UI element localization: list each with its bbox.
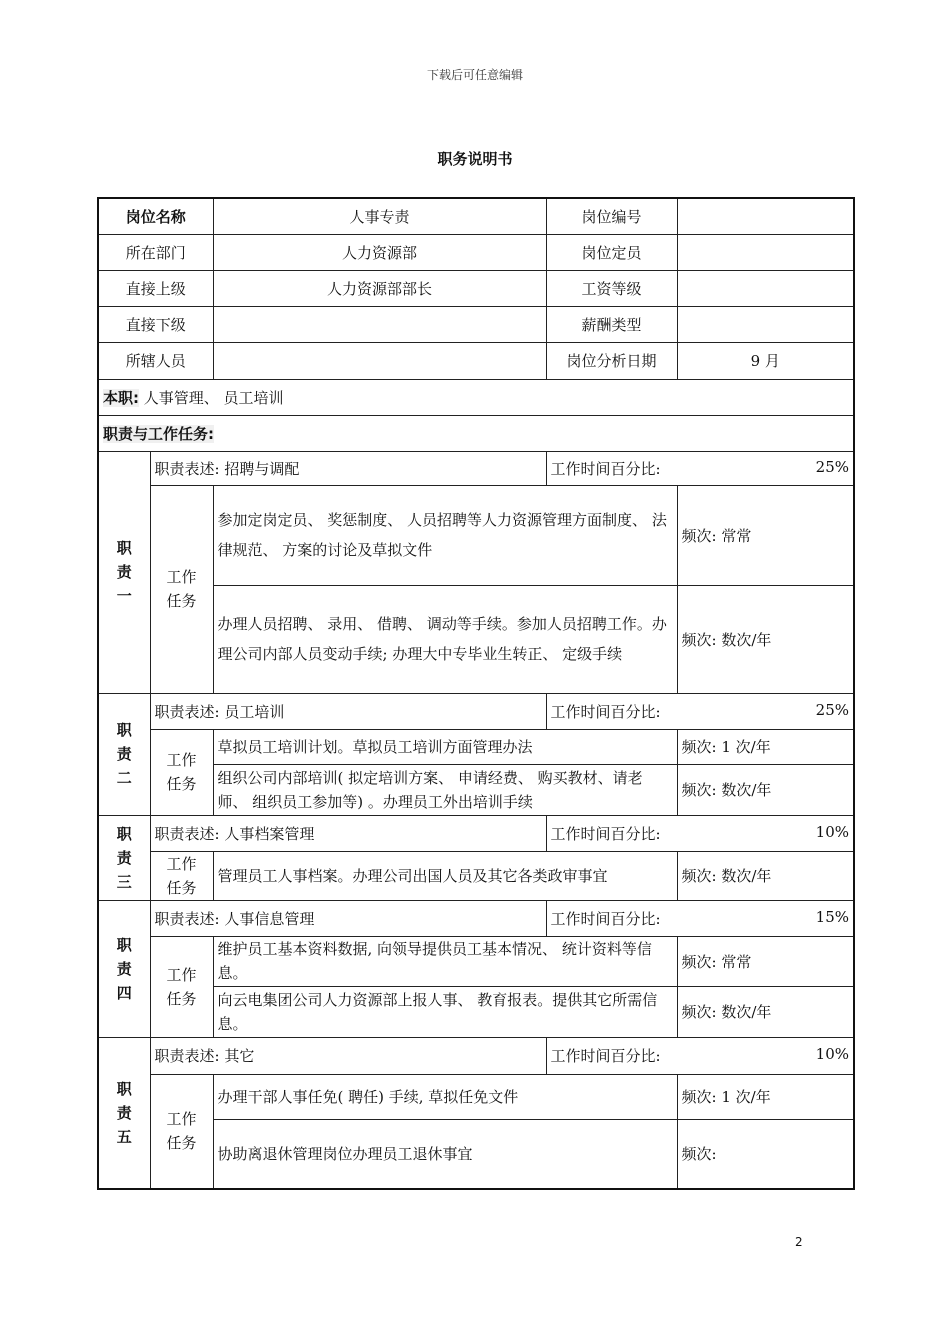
duty-desc-row <box>98 815 854 851</box>
field-label: 所在部门 <box>98 234 213 270</box>
task-text: 组织公司内部培训( 拟定培训方案、 申请经费、 购买教材、请老师、 组织员工参加等) 。办理员工外出培训手续 <box>213 764 677 815</box>
field-label: 岗位分析日期 <box>546 342 677 379</box>
main-duty-label: 本职: <box>103 388 139 407</box>
task-label: 工作 任务 <box>150 1074 213 1189</box>
task-label: 工作 任务 <box>150 936 213 1037</box>
duties-heading-row <box>98 415 854 451</box>
info-row <box>98 342 854 379</box>
duties-heading-cell <box>98 415 854 451</box>
main-duty-value: 人事管理、 员工培训 <box>143 388 284 407</box>
task-text: 草拟员工培训计划。草拟员工培训方面管理办法 <box>213 729 677 764</box>
percent-label: 工作时间百分比: <box>550 909 661 928</box>
duty-name: 职 责 五 <box>98 1037 150 1189</box>
info-row <box>98 306 854 342</box>
task-frequency: 频次: 常常 <box>677 485 854 585</box>
field-label: 岗位编号 <box>546 198 677 234</box>
duty-desc-row <box>98 451 854 485</box>
task-text: 管理员工人事档案。办理公司出国人员及其它各类政审事宜 <box>213 851 677 900</box>
header-note: 下载后可任意编辑 <box>426 68 523 82</box>
field-value: 9 月 <box>677 342 854 379</box>
task-row <box>98 851 854 900</box>
field-value <box>677 198 854 234</box>
field-label: 直接上级 <box>98 270 213 306</box>
field-value <box>677 270 854 306</box>
field-value <box>677 306 854 342</box>
main-duty-cell <box>98 379 854 415</box>
percent-label: 工作时间百分比: <box>550 459 661 478</box>
duty-desc: 职责表述: 其它 <box>150 1037 546 1074</box>
duty-desc: 职责表述: 员工培训 <box>150 693 546 729</box>
percent-label: 工作时间百分比: <box>550 824 661 843</box>
field-label: 薪酬类型 <box>546 306 677 342</box>
duty-desc-row <box>98 1037 854 1074</box>
job-description-table <box>97 197 855 1190</box>
field-label: 工资等级 <box>546 270 677 306</box>
task-text: 办理干部人事任免( 聘任) 手续, 草拟任免文件 <box>213 1074 677 1119</box>
task-row <box>98 485 854 585</box>
percent-value: 15% <box>815 907 850 926</box>
field-value <box>213 342 546 379</box>
percent-value: 10% <box>815 822 850 841</box>
info-row <box>98 198 854 234</box>
percent-value: 25% <box>815 457 850 476</box>
task-frequency: 频次: 1 次/年 <box>677 729 854 764</box>
task-frequency: 频次: 常常 <box>677 936 854 986</box>
field-label: 直接下级 <box>98 306 213 342</box>
duty-desc: 职责表述: 人事档案管理 <box>150 815 546 851</box>
task-text: 办理人员招聘、 录用、 借聘、 调动等手续。参加人员招聘工作。办理公司内部人员变动手续; 办理大中专毕业生转正、 定级手续 <box>213 585 677 693</box>
task-frequency: 频次: 数次/年 <box>677 851 854 900</box>
field-label: 岗位名称 <box>98 198 213 234</box>
task-text: 维护员工基本资料数据, 向领导提供员工基本情况、 统计资料等信息。 <box>213 936 677 986</box>
info-row <box>98 234 854 270</box>
percent-label: 工作时间百分比: <box>550 1047 661 1065</box>
field-value <box>677 234 854 270</box>
task-text: 向云电集团公司人力资源部上报人事、 教育报表。提供其它所需信息。 <box>213 986 677 1037</box>
duty-desc-row <box>98 900 854 936</box>
task-label: 工作 任务 <box>150 485 213 693</box>
field-value: 人力资源部 <box>213 234 546 270</box>
main-duty-row <box>98 379 854 415</box>
task-frequency: 频次: 数次/年 <box>677 986 854 1037</box>
field-value: 人事专责 <box>213 198 546 234</box>
task-text: 协助离退休管理岗位办理员工退休事宜 <box>213 1119 677 1189</box>
task-frequency: 频次: <box>677 1119 854 1189</box>
duty-desc-row <box>98 693 854 729</box>
duty-desc: 职责表述: 招聘与调配 <box>150 451 546 485</box>
percent-label: 工作时间百分比: <box>550 702 661 721</box>
duty-percent <box>546 900 854 936</box>
task-label: 工作 任务 <box>150 729 213 815</box>
duty-name: 职 责 四 <box>98 900 150 1037</box>
field-label: 岗位定员 <box>546 234 677 270</box>
duty-percent <box>546 815 854 851</box>
duty-percent <box>546 1037 854 1074</box>
document-title: 职务说明书 <box>437 150 513 168</box>
duties-heading: 职责与工作任务: <box>103 424 214 443</box>
duty-percent <box>546 451 854 485</box>
task-row <box>98 936 854 986</box>
field-value <box>213 306 546 342</box>
task-row <box>98 1074 854 1119</box>
percent-value: 25% <box>815 700 850 719</box>
percent-value: 10% <box>815 1045 850 1063</box>
task-row <box>98 729 854 764</box>
task-frequency: 频次: 数次/年 <box>677 764 854 815</box>
duty-percent <box>546 693 854 729</box>
duty-name: 职 责 三 <box>98 815 150 900</box>
task-label: 工作 任务 <box>150 851 213 900</box>
task-frequency: 频次: 1 次/年 <box>677 1074 854 1119</box>
field-value: 人力资源部部长 <box>213 270 546 306</box>
task-frequency: 频次: 数次/年 <box>677 585 854 693</box>
field-label: 所辖人员 <box>98 342 213 379</box>
duty-name: 职 责 二 <box>98 693 150 815</box>
task-text: 参加定岗定员、 奖惩制度、 人员招聘等人力资源管理方面制度、 法律规范、 方案的讨论及草拟文件 <box>213 485 677 585</box>
page-number: 2 <box>795 1235 803 1249</box>
duty-name: 职 责 一 <box>98 451 150 693</box>
duty-desc: 职责表述: 人事信息管理 <box>150 900 546 936</box>
info-row <box>98 270 854 306</box>
